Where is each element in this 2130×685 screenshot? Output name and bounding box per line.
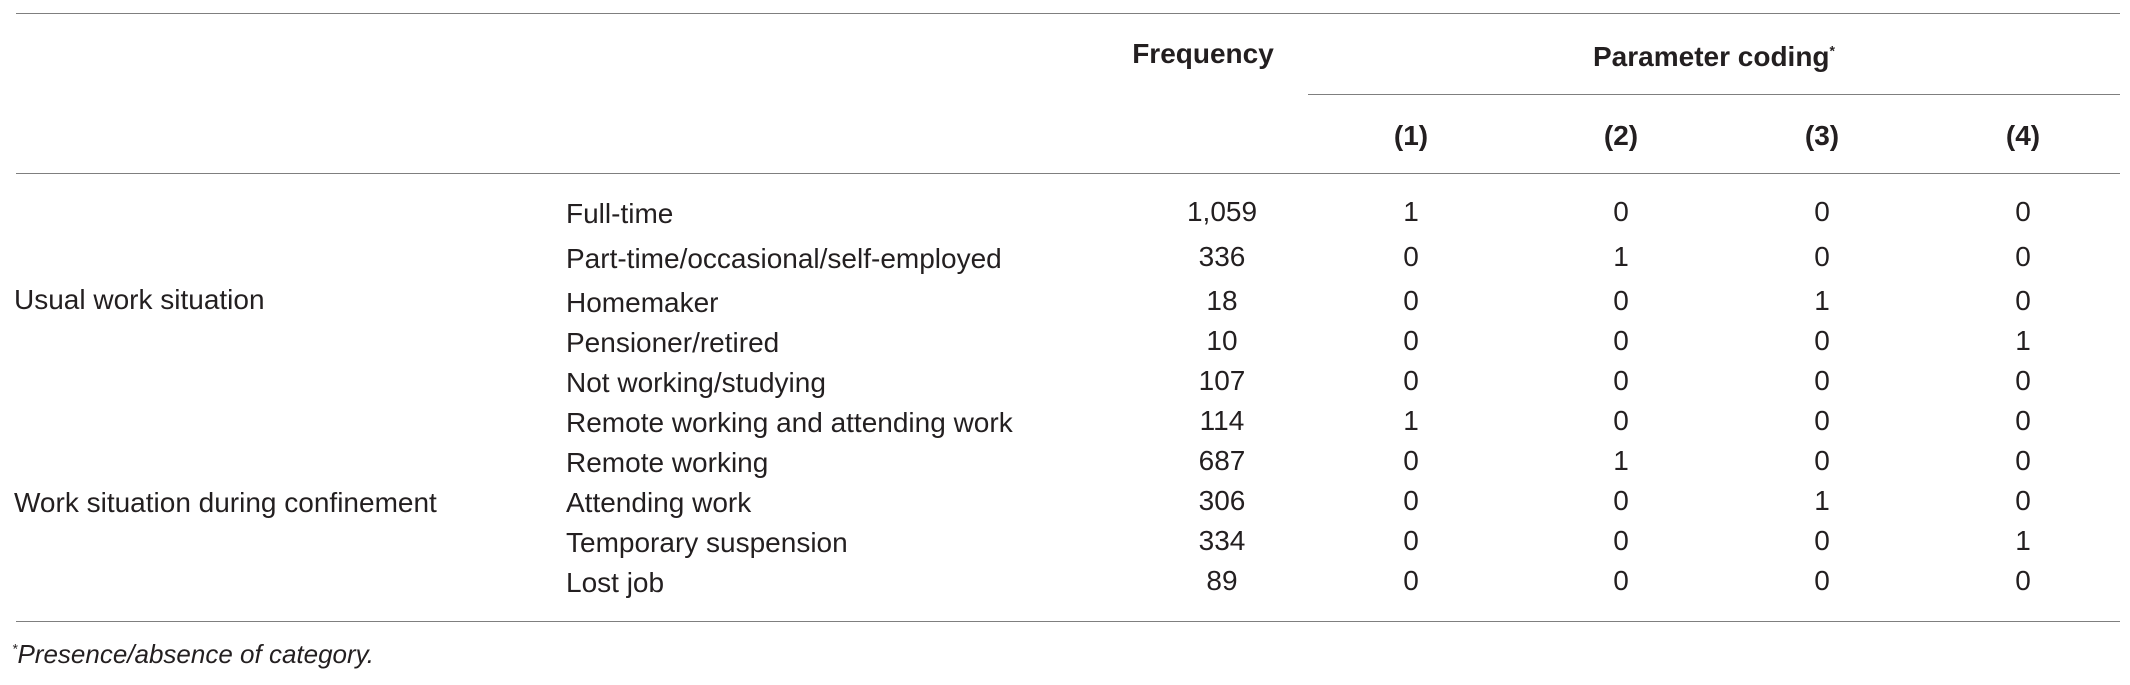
row-code-3: 0	[1814, 525, 1830, 556]
footnote-text: Presence/absence of category.	[17, 639, 374, 669]
row-frequency: 18	[1206, 285, 1238, 316]
table-row	[0, 197, 2130, 237]
table-footnote	[12, 637, 374, 671]
header-parameter-coding-mark: *	[1829, 42, 1835, 59]
row-code-4: 1	[2015, 325, 2031, 356]
row-frequency: 687	[1198, 445, 1246, 476]
row-frequency: 1,059	[1186, 196, 1258, 227]
row-category: Attending work	[566, 487, 752, 518]
row-code-1: 1	[1403, 405, 1419, 436]
row-code-2: 0	[1613, 325, 1629, 356]
row-code-3: 0	[1814, 196, 1830, 227]
row-code-2: 0	[1613, 285, 1629, 316]
row-category: Remote working	[566, 447, 769, 478]
row-code-4: 0	[2015, 445, 2031, 476]
row-code-4: 0	[2015, 196, 2031, 227]
group-label-confinement: Work situation during confinement	[14, 487, 437, 518]
row-code-1: 0	[1403, 285, 1419, 316]
header-parameter-coding-label: Parameter coding	[1593, 41, 1830, 72]
row-code-4: 0	[2015, 365, 2031, 396]
header-code-2: (2)	[1603, 120, 1639, 151]
row-frequency: 306	[1198, 485, 1246, 516]
parameter-coding-rule	[1308, 94, 2120, 95]
row-code-2: 0	[1613, 565, 1629, 596]
table-top-rule	[16, 13, 2120, 14]
row-code-3: 0	[1814, 445, 1830, 476]
row-code-4: 0	[2015, 285, 2031, 316]
group-label-usual-work: Usual work situation	[14, 284, 265, 315]
header-frequency: Frequency	[1132, 38, 1274, 69]
row-category: Part-time/occasional/self-employed	[566, 243, 1002, 274]
row-code-3: 0	[1814, 565, 1830, 596]
row-code-3: 1	[1814, 485, 1830, 516]
row-code-1: 0	[1403, 525, 1419, 556]
row-code-2: 1	[1613, 241, 1629, 272]
row-code-2: 1	[1613, 445, 1629, 476]
row-code-2: 0	[1613, 405, 1629, 436]
row-code-2: 0	[1613, 365, 1629, 396]
row-code-1: 0	[1403, 445, 1419, 476]
row-category: Lost job	[566, 567, 665, 598]
row-category: Remote working and attending work	[566, 407, 1013, 438]
header-code-4: (4)	[2005, 120, 2041, 151]
row-code-1: 1	[1403, 196, 1419, 227]
row-code-1: 0	[1403, 241, 1419, 272]
row-frequency: 10	[1206, 325, 1238, 356]
table-row	[0, 286, 2130, 326]
row-code-2: 0	[1613, 485, 1629, 516]
header-code-1: (1)	[1393, 120, 1429, 151]
table-row	[0, 242, 2130, 282]
table-row	[0, 566, 2130, 606]
row-code-4: 1	[2015, 525, 2031, 556]
header-bottom-rule	[16, 173, 2120, 174]
row-code-4: 0	[2015, 565, 2031, 596]
row-code-2: 0	[1613, 196, 1629, 227]
row-code-4: 0	[2015, 241, 2031, 272]
row-code-1: 0	[1403, 565, 1419, 596]
table-row	[0, 366, 2130, 406]
row-frequency: 336	[1198, 241, 1246, 272]
row-code-4: 0	[2015, 485, 2031, 516]
row-category: Pensioner/retired	[566, 327, 780, 358]
row-code-3: 0	[1814, 405, 1830, 436]
row-frequency: 114	[1199, 405, 1245, 436]
header-parameter-coding	[1593, 40, 1835, 74]
row-category: Full-time	[566, 198, 674, 229]
table-row	[0, 446, 2130, 486]
row-frequency: 89	[1206, 565, 1238, 596]
table-row	[0, 486, 2130, 526]
row-code-1: 0	[1403, 325, 1419, 356]
table-row	[0, 526, 2130, 566]
row-frequency: 334	[1198, 525, 1246, 556]
header-code-3: (3)	[1804, 120, 1840, 151]
table-row	[0, 406, 2130, 446]
table-bottom-rule	[16, 621, 2120, 622]
row-code-1: 0	[1403, 485, 1419, 516]
footnote-mark: *	[12, 640, 18, 657]
row-code-4: 0	[2015, 405, 2031, 436]
row-code-3: 0	[1814, 241, 1830, 272]
row-category: Homemaker	[566, 287, 719, 318]
row-category: Not working/studying	[566, 367, 826, 398]
row-code-2: 0	[1613, 525, 1629, 556]
row-code-3: 0	[1814, 325, 1830, 356]
row-code-3: 1	[1814, 285, 1830, 316]
table-row	[0, 326, 2130, 366]
row-frequency: 107	[1198, 365, 1246, 396]
row-category: Temporary suspension	[566, 527, 848, 558]
row-code-3: 0	[1814, 365, 1830, 396]
row-code-1: 0	[1403, 365, 1419, 396]
